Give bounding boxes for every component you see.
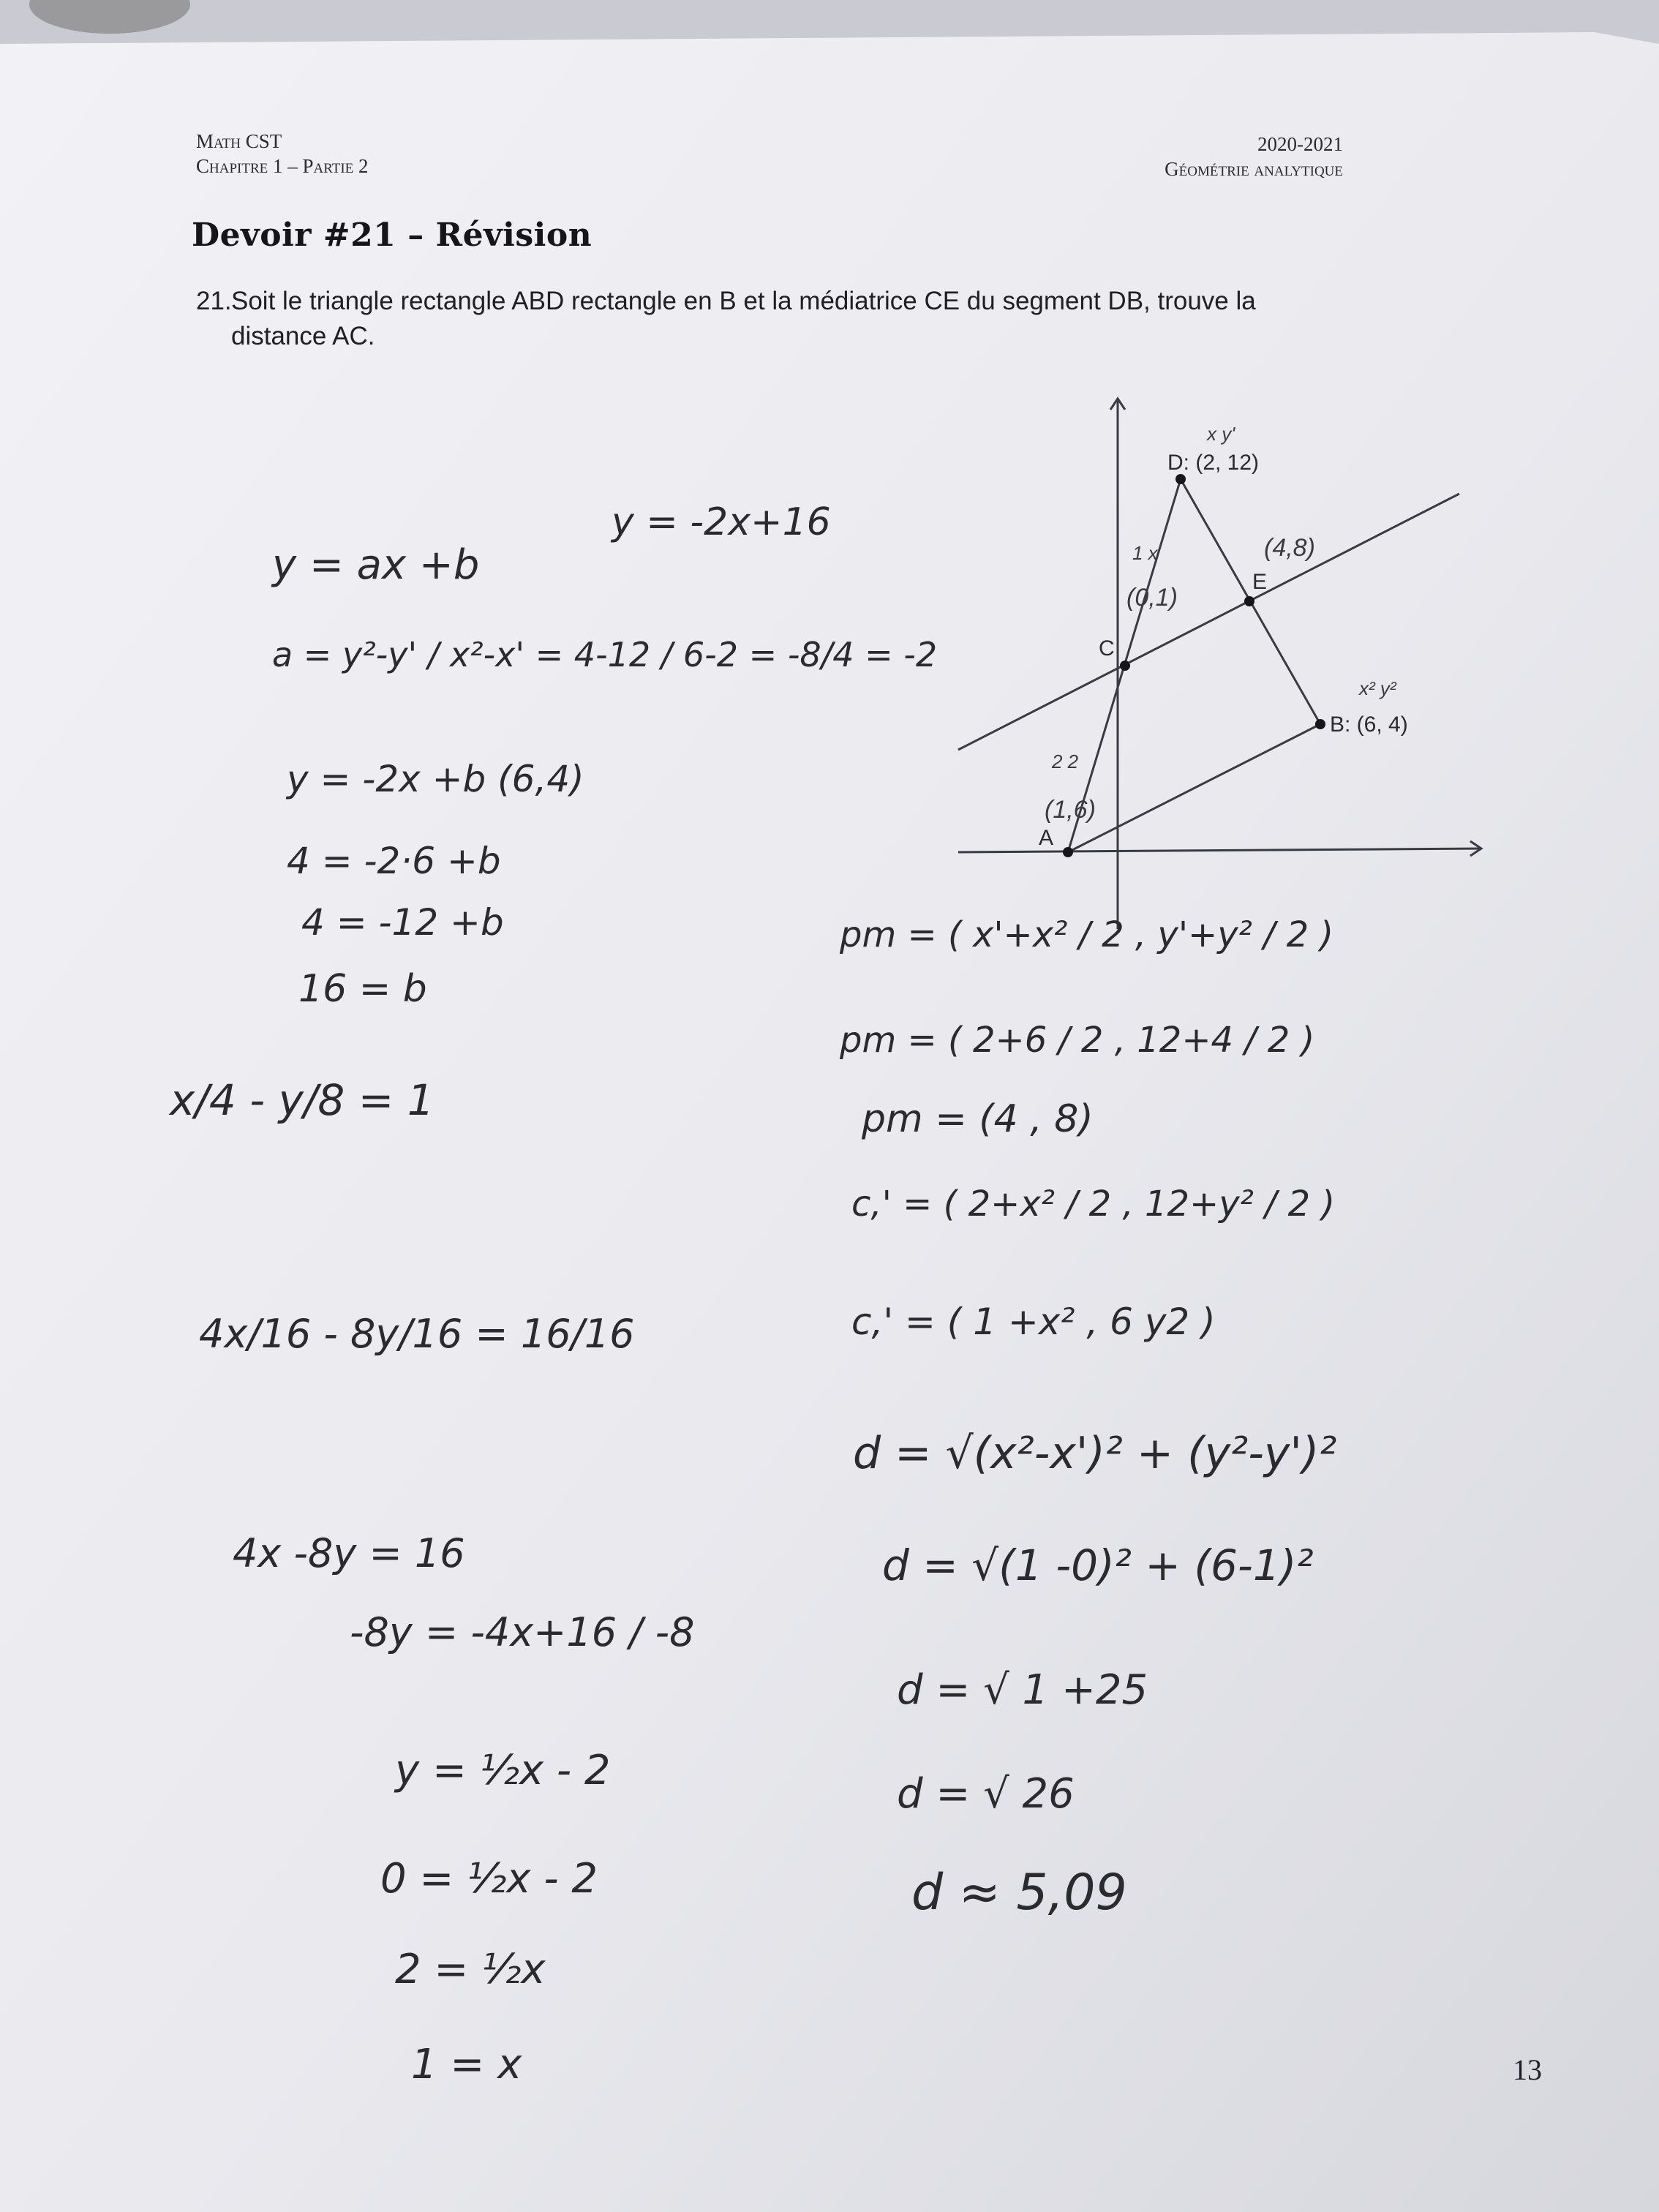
question-text-line2: distance AC. xyxy=(231,322,375,350)
handwriting-common-denominator: 4x/16 - 8y/16 = 16/16 xyxy=(199,1311,635,1357)
annotation-B: x² y² xyxy=(1359,677,1396,699)
label-B: B: (6, 4) xyxy=(1330,712,1408,737)
course-name: Math CST xyxy=(196,130,282,152)
handwriting-slope: a = y²-y' / x²-x' = 4-12 / 6-2 = -8/4 = -2 xyxy=(272,635,938,674)
handwriting-x-result: 1 = x xyxy=(411,2041,522,2088)
handwriting-substitution: y = -2x +b (6,4) xyxy=(287,758,584,800)
annotation-E: (4,8) xyxy=(1264,534,1315,562)
handwriting-distance-formula: d = √(x²-x')² + (y²-y')² xyxy=(853,1428,1337,1479)
handwriting-step3: 16 = b xyxy=(298,967,427,1011)
handwriting-isolate-y: -8y = -4x+16 / -8 xyxy=(350,1609,695,1655)
handwriting-step1: 4 = -2·6 +b xyxy=(287,840,501,882)
handwriting-point-A: c,' = ( 1 +x² , 6 y2 ) xyxy=(851,1301,1216,1343)
handwriting-midpoint-result: pm = (4 , 8) xyxy=(862,1097,1094,1141)
handwriting-midpoint-substitution: pm = ( 2+6 / 2 , 12+4 / 2 ) xyxy=(840,1020,1315,1061)
label-E: E xyxy=(1252,570,1268,594)
handwriting-line-general: y = ax +b xyxy=(272,541,480,589)
handwriting-x-intercept: 0 = ½x - 2 xyxy=(380,1855,598,1903)
annotation-A-top: 2 2 xyxy=(1052,750,1079,772)
point-C xyxy=(1120,661,1130,671)
page-number: 13 xyxy=(1513,2053,1542,2086)
school-year: 2020-2021 xyxy=(1257,133,1343,155)
handwriting-distance-substitution: d = √(1 -0)² + (6-1)² xyxy=(882,1540,1314,1590)
handwriting-slope-form: y = ½x - 2 xyxy=(395,1747,611,1794)
question-number: 21. xyxy=(196,287,232,315)
page-title: Devoir #21 – Révision xyxy=(192,217,592,254)
handwriting-step2: 4 = -12 +b xyxy=(301,901,504,944)
annotation-D: x y' xyxy=(1207,423,1235,445)
annotation-C-top: 1 x xyxy=(1132,542,1158,564)
handwriting-intercept-form: x/4 - y/8 = 1 xyxy=(170,1075,434,1125)
point-B xyxy=(1315,719,1325,729)
annotation-A: (1,6) xyxy=(1045,796,1096,824)
label-A: A xyxy=(1039,826,1054,850)
segment-AB xyxy=(1068,724,1320,852)
handwriting-reverse-midpoint: c,' = ( 2+x² / 2 , 12+y² / 2 ) xyxy=(851,1184,1336,1224)
point-D xyxy=(1175,474,1186,484)
question-text-line1: Soit le triangle rectangle ABD rectangle en B et la médiatrice CE du segment DB, trouve la xyxy=(231,287,1256,315)
handwriting-distance-answer: d ≈ 5,09 xyxy=(911,1864,1127,1922)
handwriting-x-step: 2 = ½x xyxy=(395,1946,546,1993)
topic-name: Géométrie analytique xyxy=(1165,158,1343,180)
x-axis xyxy=(958,849,1481,852)
point-E xyxy=(1244,596,1254,606)
label-D: D: (2, 12) xyxy=(1167,451,1260,475)
chapter-name: Chapitre 1 – Partie 2 xyxy=(196,155,369,177)
annotation-C: (0,1) xyxy=(1126,584,1178,612)
handwriting-distance-root: d = √ 26 xyxy=(897,1770,1075,1818)
perpendicular-bisector-CE xyxy=(958,494,1459,750)
handwriting-simplified: 4x -8y = 16 xyxy=(233,1530,465,1576)
handwriting-line-equation-y: y = -2x+16 xyxy=(612,500,831,544)
handwriting-distance-sum: d = √ 1 +25 xyxy=(897,1666,1148,1714)
handwriting-midpoint-formula: pm = ( x'+x² / 2 , y'+y² / 2 ) xyxy=(840,914,1334,955)
label-C: C xyxy=(1099,636,1115,661)
point-A xyxy=(1063,847,1073,857)
